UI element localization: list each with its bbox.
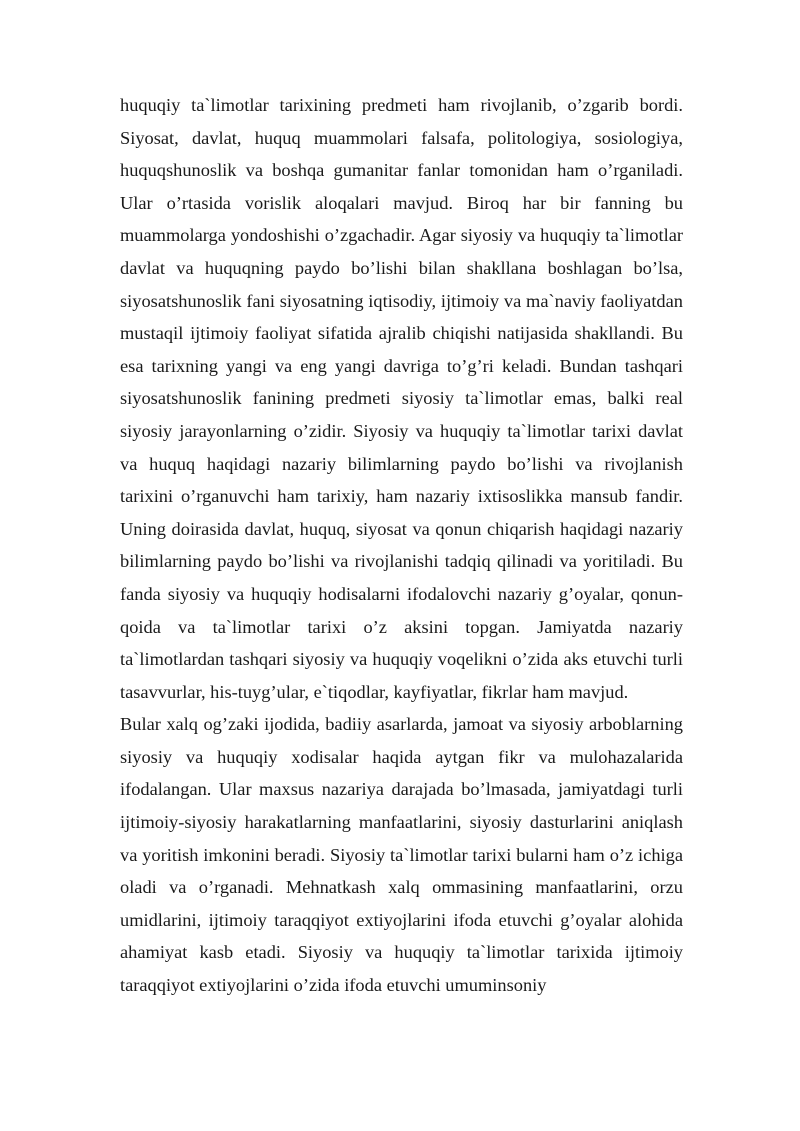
paragraph-1: huquqiy ta`limotlar tarixining predmeti ham rivojlanib, o’zgarib bordi. Siyosat, davlat, huquq muammolari falsafa, politologiya, sosiologiya, huquqshunoslik va boshqa gumanitar fanlar tomonidan ham o’rganiladi. Ular o’rtasida vorislik aloqalari mavjud. Biroq har bir fanning bu muammolarga yondoshishi o’zgachadir. Agar siyosiy va huquqiy ta`limotlar davlat va huquqning paydo bo’lishi bilan shakllana boshlagan bo’lsa, siyosatshunoslik fani siyosatning iqtisodiy, ijtimoiy va ma`naviy faoliyatdan mustaqil ijtimoiy faoliyat sifatida ajralib chiqishi natijasida shakllandi. Bu esa tarixning yangi va eng yangi davriga to’g’ri keladi. Bundan tashqari siyosatshunoslik fanining predmeti siyosiy ta`limotlar emas, balki real siyosiy jarayonlarning o’zidir. Siyosiy va huquqiy ta`limotlar tarixi davlat va huquq haqidagi nazariy bilimlarning paydo bo’lishi va rivojlanish tarixini o’rganuvchi ham tarixiy, ham nazariy ixtisoslikka mansub fandir. Uning doirasida davlat, huquq, siyosat va qonun chiqarish haqidagi nazariy bilimlarning paydo bo’lishi va rivojlanishi tadqiq qilinadi va yoritiladi. Bu fanda siyosiy va huquqiy hodisalarni ifodalovchi nazariy g’oyalar, qonun-qoida va ta`limotlar tarixi o’z aksini topgan. Jamiyatda nazariy ta`limotlardan tashqari siyosiy va huquqiy voqelikni o’zida aks etuvchi turli tasavvurlar, his-tuyg’ular, e`tiqodlar, kayfiyatlar, fikrlar ham mavjud. bbox=[120, 95, 683, 702]
body-text bbox=[120, 89, 683, 1002]
paragraph-2: Bular xalq og’zaki ijodida, badiiy asarlarda, jamoat va siyosiy arboblarning siyosiy va huquqiy xodisalar haqida aytgan fikr va mulohazalarida ifodalangan. Ular maxsus nazariya darajada bo’lmasada, jamiyatdagi turli ijtimoiy-siyosiy harakatlarning manfaatlarini, siyosiy dasturlarini aniqlash va yoritish imkonini beradi. Siyosiy ta`limotlar tarixi bularni ham o’z ichiga oladi va o’rganadi. Mehnatkash xalq ommasining manfaatlarini, orzu umidlarini, ijtimoiy taraqqiyot extiyojlarini ifoda etuvchi g’oyalar alohida ahamiyat kasb etadi. Siyosiy va huquqiy ta`limotlar tarixida ijtimoiy taraqqiyot extiyojlarini o’zida ifoda etuvchi umuminsoniy bbox=[120, 714, 683, 996]
